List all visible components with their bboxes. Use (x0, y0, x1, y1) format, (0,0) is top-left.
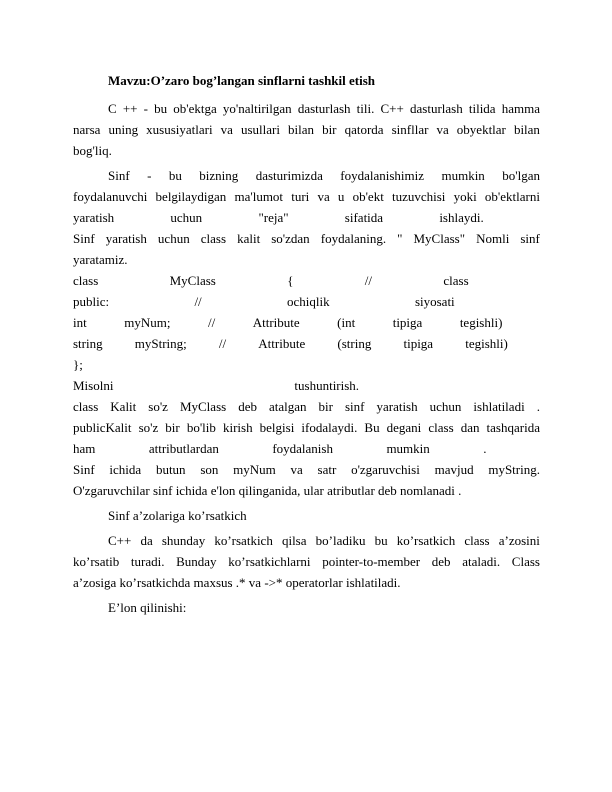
word: MyClass" (413, 231, 466, 246)
word: Misolni (73, 378, 114, 393)
word: ishlaydi. (439, 210, 484, 225)
document-page (73, 68, 540, 618)
word: va (436, 122, 449, 137)
section-subheading: Sinf a’zolariga ko’rsatkich (108, 508, 247, 523)
word: . (483, 441, 487, 456)
word: dasturlash (297, 101, 351, 116)
class-definition-paragraph (73, 165, 540, 270)
word: da (140, 533, 153, 548)
word: va (290, 462, 303, 477)
word: foydalanish (272, 441, 333, 456)
word: bo'lgan (502, 168, 540, 183)
word: bilan (513, 122, 540, 137)
word: Bu (364, 420, 380, 435)
word: tegishli) (465, 336, 508, 351)
intro-paragraph (73, 98, 540, 161)
word: uning (108, 122, 139, 137)
word: class (73, 399, 99, 414)
word: hamma (501, 101, 540, 116)
word: so'zdan (271, 231, 310, 246)
word: foydalanishimiz (340, 168, 425, 183)
text-line (73, 119, 540, 140)
word: tushuntirish. (294, 378, 360, 393)
word: Sinf (108, 168, 130, 183)
text-line (73, 438, 540, 459)
word: // (364, 273, 373, 288)
word: degani (386, 420, 422, 435)
word: kirish (222, 420, 253, 435)
word: class (200, 231, 227, 246)
word: foydalaning. (320, 231, 387, 246)
text-line (73, 165, 540, 186)
word: ataladi. (462, 554, 501, 569)
word: class (73, 273, 99, 288)
word: ob'ektga (173, 101, 217, 116)
word: kalit (237, 231, 261, 246)
word: - (147, 168, 152, 183)
word: publicKalit (73, 420, 132, 435)
word: siyosati (414, 294, 455, 309)
word: myString; (134, 336, 187, 351)
word: Bunday (176, 554, 217, 569)
word: tegishli) (459, 315, 503, 330)
word: dasturlash (410, 101, 463, 116)
word: { (287, 273, 294, 288)
text-line (73, 551, 540, 572)
word: class (464, 533, 490, 548)
word: qilsa (281, 533, 307, 548)
word: tuzuvchisi (391, 189, 446, 204)
text-line (73, 396, 540, 417)
word: turi (291, 189, 310, 204)
word: C++ (380, 101, 404, 116)
word: sifatida (344, 210, 384, 225)
word: atalgan (268, 399, 307, 414)
word: ob'ekt (352, 189, 384, 204)
word: MyClass (179, 399, 227, 414)
word: uchun (170, 210, 203, 225)
word: Attribute (252, 315, 300, 330)
word: bilan (288, 122, 315, 137)
word: satr (317, 462, 337, 477)
word: belgilaydigan (155, 189, 227, 204)
word: ko’rsatkichlarni (228, 554, 311, 569)
word: // (207, 315, 216, 330)
text-line (73, 459, 540, 480)
code-example (73, 270, 540, 375)
word: usullari (240, 122, 280, 137)
word: bu (374, 533, 388, 548)
word: Sinf (73, 462, 95, 477)
word: myNum; (124, 315, 171, 330)
text-line (73, 417, 540, 438)
word: ochiqlik (287, 294, 330, 309)
word: so'z (138, 420, 159, 435)
word: so'z (148, 399, 168, 414)
word: bu (168, 168, 182, 183)
word: ko’rsatkich (396, 533, 456, 548)
word: ko’rsatib (73, 554, 120, 569)
code-line (73, 291, 540, 312)
word: tashqarida (486, 420, 540, 435)
word: bir (322, 122, 337, 137)
word: bir (318, 399, 333, 414)
word: bir (165, 420, 180, 435)
word: sinfllar (391, 122, 429, 137)
word: bu (154, 101, 168, 116)
word: mumkin (386, 441, 430, 456)
word: C (108, 101, 117, 116)
word: uchun (429, 399, 462, 414)
explanation-block (73, 375, 540, 501)
word: (int (337, 315, 356, 330)
word: pointer-to-member (322, 554, 421, 569)
word: ishlatiladi (473, 399, 525, 414)
word: dan (460, 420, 480, 435)
word: class (428, 420, 454, 435)
word: // (218, 336, 227, 351)
word: belgisi (259, 420, 295, 435)
word: myString. (488, 462, 540, 477)
word: yaratish (105, 231, 147, 246)
word: yoki (453, 189, 477, 204)
code-line: }; (73, 357, 83, 372)
word: foydalanuvchi (73, 189, 148, 204)
word: class (443, 273, 469, 288)
word: C++ (108, 533, 132, 548)
word: bo'lib (186, 420, 216, 435)
word: dasturimizda (255, 168, 323, 183)
word: turadi. (130, 554, 165, 569)
word: ham (73, 441, 96, 456)
code-line (73, 312, 540, 333)
word: sinf (520, 231, 540, 246)
word: bo’ladiku (315, 533, 366, 548)
word: tipiga (403, 336, 434, 351)
word: va (317, 189, 330, 204)
word: obyektlar (456, 122, 506, 137)
word: narsa (73, 122, 101, 137)
word: mumkin (441, 168, 485, 183)
word: ma'lumot (234, 189, 284, 204)
word: Sinf (73, 231, 95, 246)
word: . (536, 399, 540, 414)
text-line: bog'liq. (73, 143, 112, 158)
word: sinf (344, 399, 365, 414)
text-line (73, 186, 540, 207)
word: tipiga (392, 315, 423, 330)
word: myNum (233, 462, 276, 477)
word: bizning (199, 168, 239, 183)
word: " (397, 231, 403, 246)
word: MyClass (169, 273, 216, 288)
word: mavjud (434, 462, 474, 477)
declaration-heading: E’lon qilinishi: (108, 600, 187, 615)
word: Kalit (110, 399, 137, 414)
text-line (73, 207, 540, 228)
text-line (73, 375, 540, 396)
word: o'zgaruvchisi (351, 462, 420, 477)
word: "reja" (258, 210, 289, 225)
word: ++ (122, 101, 138, 116)
word: tilida (468, 101, 496, 116)
text-line (73, 228, 540, 249)
word: public: (73, 294, 110, 309)
word: son (200, 462, 219, 477)
word: yaratish (73, 210, 115, 225)
word: string (73, 336, 103, 351)
word: va (220, 122, 233, 137)
text-line (73, 530, 540, 551)
word: tili. (356, 101, 375, 116)
code-line (73, 270, 540, 291)
text-line: a’zosiga ko’rsatkichda maxsus .* va ->* operatorlar ishlatiladi. (73, 575, 401, 590)
word: ko’rsatkich (214, 533, 273, 548)
word: int (73, 315, 87, 330)
word: yo'naltirilgan (222, 101, 292, 116)
word: ichida (109, 462, 142, 477)
text-line: yaratamiz. (73, 252, 128, 267)
word: qatorda (344, 122, 384, 137)
word: deb (238, 399, 257, 414)
word: yaratish (376, 399, 418, 414)
word: // (194, 294, 202, 309)
code-line (73, 333, 540, 354)
word: butun (155, 462, 186, 477)
word: a’zosini (498, 533, 540, 548)
pointer-paragraph (73, 530, 540, 593)
word: - (143, 101, 148, 116)
word: ob'ektlarni (484, 189, 540, 204)
word: deb (431, 554, 451, 569)
text-line: O'zgaruvchilar sinf ichida e'lon qilinganida, ular atributlar deb nomlanadi . (73, 483, 462, 498)
word: ifodalaydi. (301, 420, 358, 435)
document-title: Mavzu:O’zaro bog’langan sinflarni tashkil etish (108, 73, 376, 88)
word: u (337, 189, 345, 204)
text-line (73, 98, 540, 119)
word: Class (511, 554, 540, 569)
word: uchun (157, 231, 190, 246)
word: Attribute (258, 336, 306, 351)
word: Nomli (476, 231, 510, 246)
word: xususiyatlari (146, 122, 213, 137)
word: (string (337, 336, 372, 351)
word: attributlardan (148, 441, 219, 456)
word: shunday (161, 533, 206, 548)
